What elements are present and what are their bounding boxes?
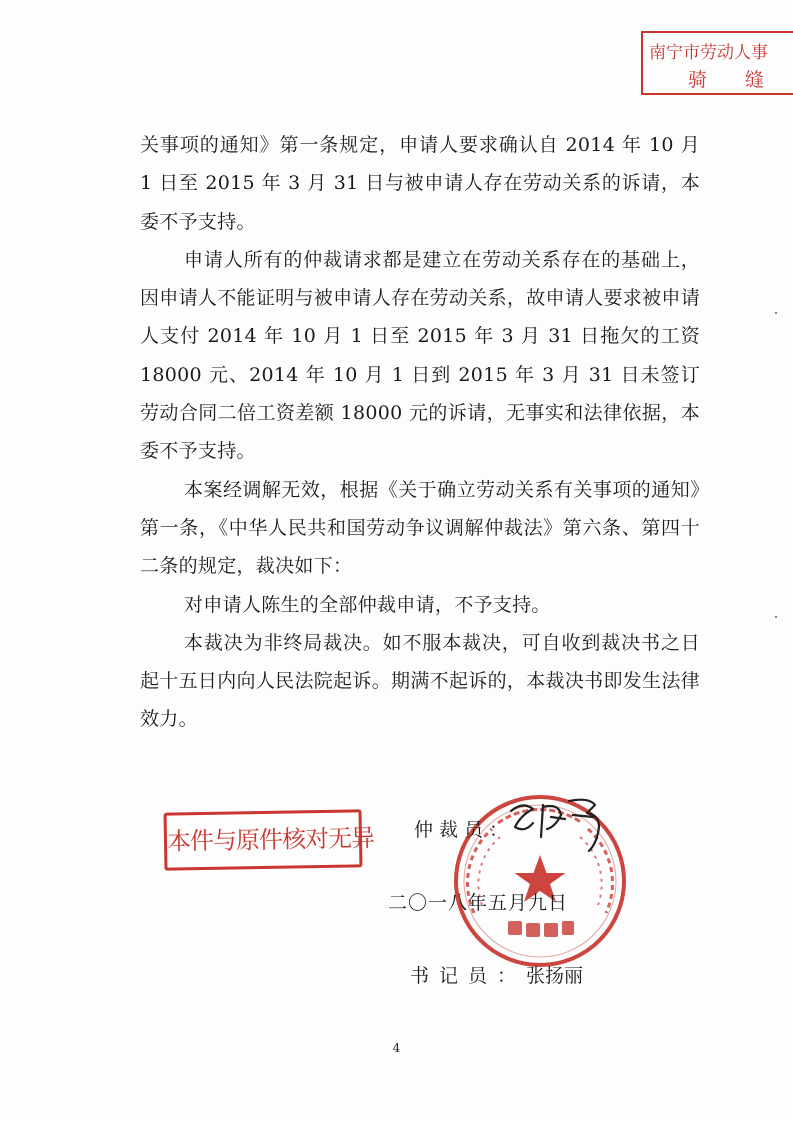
seam-stamp-left-char: 骑 [688, 69, 708, 91]
paragraph-labor-relation-basis: 申请人所有的仲裁请求都是建立在劳动关系存在的基础上，因申请人不能证明与被申请人存在劳动关系，故申请人要求被申请人支付 2014 年 10 月 1 日至 2015 年 3 月 31 日拖欠的工资 18000 元、2014 年 10 月 1 日到 2015 年 3 月 31 日未签订劳动合同二倍工资差额 18000 元的诉请，无事实和法律依据，本委不予支持。 [140, 248, 700, 463]
verification-stamp: 本件与原件核对无异 [164, 809, 363, 870]
clerk-line [410, 961, 583, 988]
seam-stamp-right-char: 缝 [745, 69, 765, 91]
body-text [140, 126, 700, 739]
seam-stamp-line2 [688, 65, 764, 92]
paragraph-continuation: 关事项的通知》第一条规定，申请人要求确认自 2014 年 10 月 1 日至 2015 年 3 月 31 日与被申请人存在劳动关系的诉请，本委不予支持。 [140, 134, 700, 233]
scan-speck [775, 616, 777, 618]
clerk-label: 书记员： [410, 965, 527, 987]
arbitrator-signature-icon [503, 793, 613, 853]
clerk-name: 张扬丽 [526, 965, 584, 987]
arbitrator-label: 仲裁员： [414, 819, 515, 841]
page-number: 4 [392, 1041, 401, 1055]
seam-stamp [641, 31, 793, 95]
scan-speck [775, 312, 777, 314]
paragraph-ruling: 对申请人陈生的全部仲裁申请，不予支持。 [184, 593, 551, 616]
paragraph-mediation-ruling-basis: 本案经调解无效，根据《关于确立劳动关系有关事项的通知》第一条，《中华人民共和国劳动争议调解仲裁法》第六条、第四十二条的规定，裁决如下： [140, 478, 700, 578]
ruling-date: 二〇一八年五月九日 [388, 892, 569, 914]
paragraph-non-final-notice: 本裁决为非终局裁决。如不服本裁决，可自收到裁决书之日起十五日内向人民法院起诉。期满不起诉的，本裁决书即发生法律效力。 [140, 631, 700, 731]
seam-stamp-line1: 南宁市劳动人事 [649, 43, 768, 63]
